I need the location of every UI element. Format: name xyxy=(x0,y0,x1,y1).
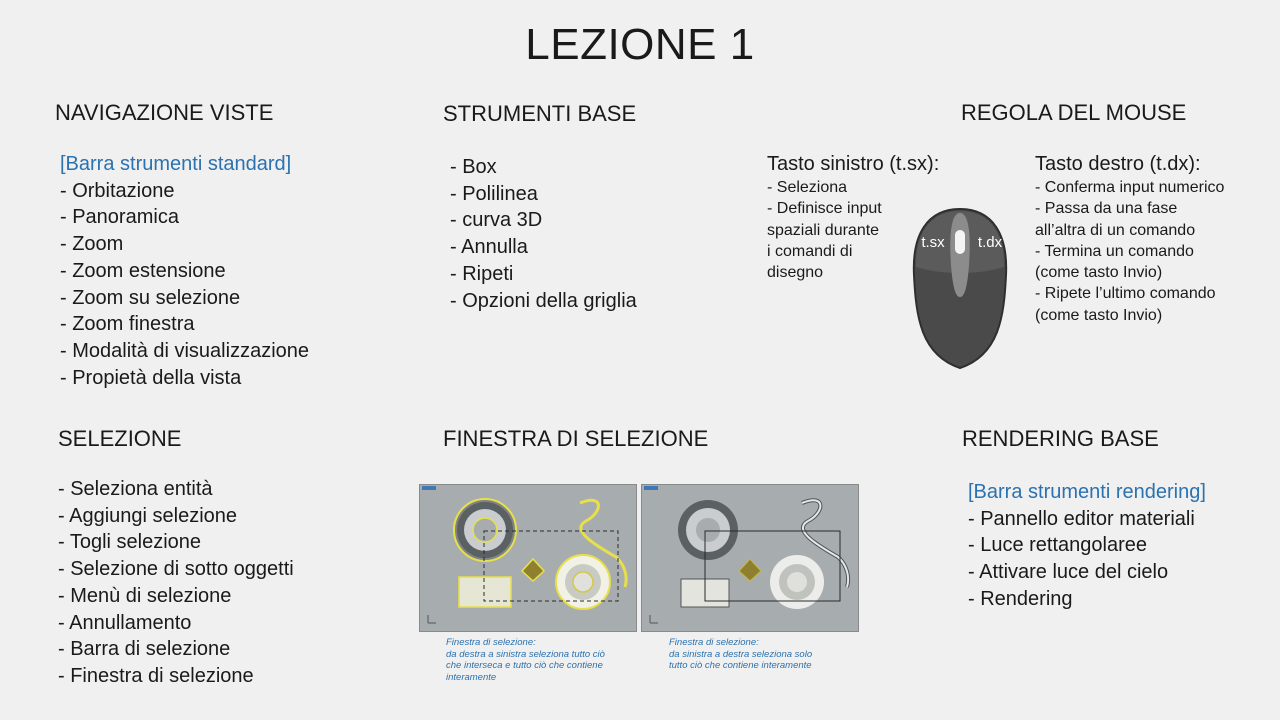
list-item: - Rendering xyxy=(968,587,1073,610)
caption-crossing-selection xyxy=(446,637,605,683)
selezione-list xyxy=(58,476,294,690)
toolbar-link-standard: [Barra strumenti standard] xyxy=(60,153,292,175)
mouse-wheel xyxy=(955,230,965,254)
text-line: - Passa da una fase xyxy=(1035,200,1178,218)
window-selection-scene xyxy=(642,485,858,631)
viewport-window-selection xyxy=(641,484,859,632)
strumenti-heading: STRUMENTI BASE xyxy=(443,101,637,126)
list-item: - Opzioni della griglia xyxy=(450,289,637,312)
list-item: - Selezione di sotto oggetti xyxy=(58,558,294,581)
list-item: - Luce rettangolaree xyxy=(968,534,1148,557)
list-item: - Orbitazione xyxy=(60,179,175,202)
list-item: - Togli selezione xyxy=(58,531,202,554)
text-line: i comandi di xyxy=(767,242,853,260)
finestra-heading: FINESTRA DI SELEZIONE xyxy=(443,426,709,451)
list-item: - Menù di selezione xyxy=(58,584,232,607)
caption-line: da sinistra a destra seleziona solo xyxy=(669,648,813,660)
caption-line: tutto ciò che contiene interamente xyxy=(669,660,812,671)
box-highlighted xyxy=(459,577,511,607)
caption-line: Finestra di selezione: xyxy=(669,637,759,648)
list-item: - Seleziona entità xyxy=(58,478,213,500)
list-item: - Pannello editor materiali xyxy=(968,507,1195,530)
pyramid-highlighted xyxy=(522,559,544,581)
text-line: - Termina un comando xyxy=(1035,242,1194,260)
list-item: - Barra di selezione xyxy=(58,638,231,661)
text-line: - Definisce input xyxy=(767,200,882,218)
label-tsx: t.sx xyxy=(921,234,945,251)
text-line: - Seleziona xyxy=(767,179,848,196)
torus-highlighted xyxy=(454,499,516,561)
mouse-icon xyxy=(905,205,1015,373)
text-line: spaziali durante xyxy=(767,221,880,239)
strumenti-list xyxy=(450,154,637,314)
list-item: - Finestra di selezione xyxy=(58,664,254,687)
left-button-title: Tasto sinistro (t.sx): xyxy=(767,153,940,175)
crossing-selection-scene xyxy=(420,485,636,631)
selezione-heading: SELEZIONE xyxy=(58,426,182,451)
text-line: - Ripete l’ultimo comando xyxy=(1035,285,1216,303)
list-item: - Zoom estensione xyxy=(60,259,226,282)
axis-icon xyxy=(428,615,436,623)
list-item: - Modalità di visualizzazione xyxy=(60,339,310,362)
list-item: - Zoom finestra xyxy=(60,313,195,336)
caption-line: interamente xyxy=(446,671,497,683)
text-line: (come tasto Invio) xyxy=(1035,306,1163,324)
viewport-crossing-selection xyxy=(419,484,637,632)
torus xyxy=(678,500,738,560)
list-item: - Zoom su selezione xyxy=(60,286,241,309)
caption-line: Finestra di selezione: xyxy=(446,637,536,648)
list-item: - Panoramica xyxy=(60,206,179,229)
list-item: - Annullamento xyxy=(58,611,192,634)
list-item: - curva 3D xyxy=(450,209,543,232)
caption-line: che interseca e tutto ciò che contiene xyxy=(446,660,603,671)
page-title: LEZIONE 1 xyxy=(525,20,755,69)
rendering-heading: RENDERING BASE xyxy=(962,426,1159,451)
viewport-tab xyxy=(422,486,436,490)
text-line: - Conferma input numerico xyxy=(1035,179,1225,196)
text-line: disegno xyxy=(767,264,824,282)
viewport-tab xyxy=(644,486,658,490)
label-tdx: t.dx xyxy=(977,234,1003,251)
list-item: - Ripeti xyxy=(450,262,514,285)
axis-icon xyxy=(650,615,658,623)
right-button-description xyxy=(1035,177,1224,326)
navigazione-heading: NAVIGAZIONE VISTE xyxy=(55,100,274,125)
rendering-list xyxy=(968,479,1206,613)
caption-line: da destra a sinistra seleziona tutto ciò xyxy=(446,648,605,660)
right-button-title: Tasto destro (t.dx): xyxy=(1035,153,1201,175)
toolbar-link-rendering: [Barra strumenti rendering] xyxy=(968,481,1206,503)
mouse-heading: REGOLA DEL MOUSE xyxy=(961,100,1187,125)
list-item: - Polilinea xyxy=(450,182,538,205)
text-line: all’altra di un comando xyxy=(1035,221,1196,239)
caption-window-selection xyxy=(669,637,812,672)
list-item: - Zoom xyxy=(60,233,124,256)
list-item: - Propietà della vista xyxy=(60,366,242,389)
list-item: - Aggiungi selezione xyxy=(58,504,238,527)
navigazione-list xyxy=(60,151,309,391)
list-item: - Annulla xyxy=(450,236,528,259)
left-button-description xyxy=(767,177,882,283)
list-item: - Box xyxy=(450,156,497,178)
text-line: (come tasto Invio) xyxy=(1035,264,1163,282)
list-item: - Attivare luce del cielo xyxy=(968,561,1169,584)
pyramid xyxy=(739,559,761,581)
